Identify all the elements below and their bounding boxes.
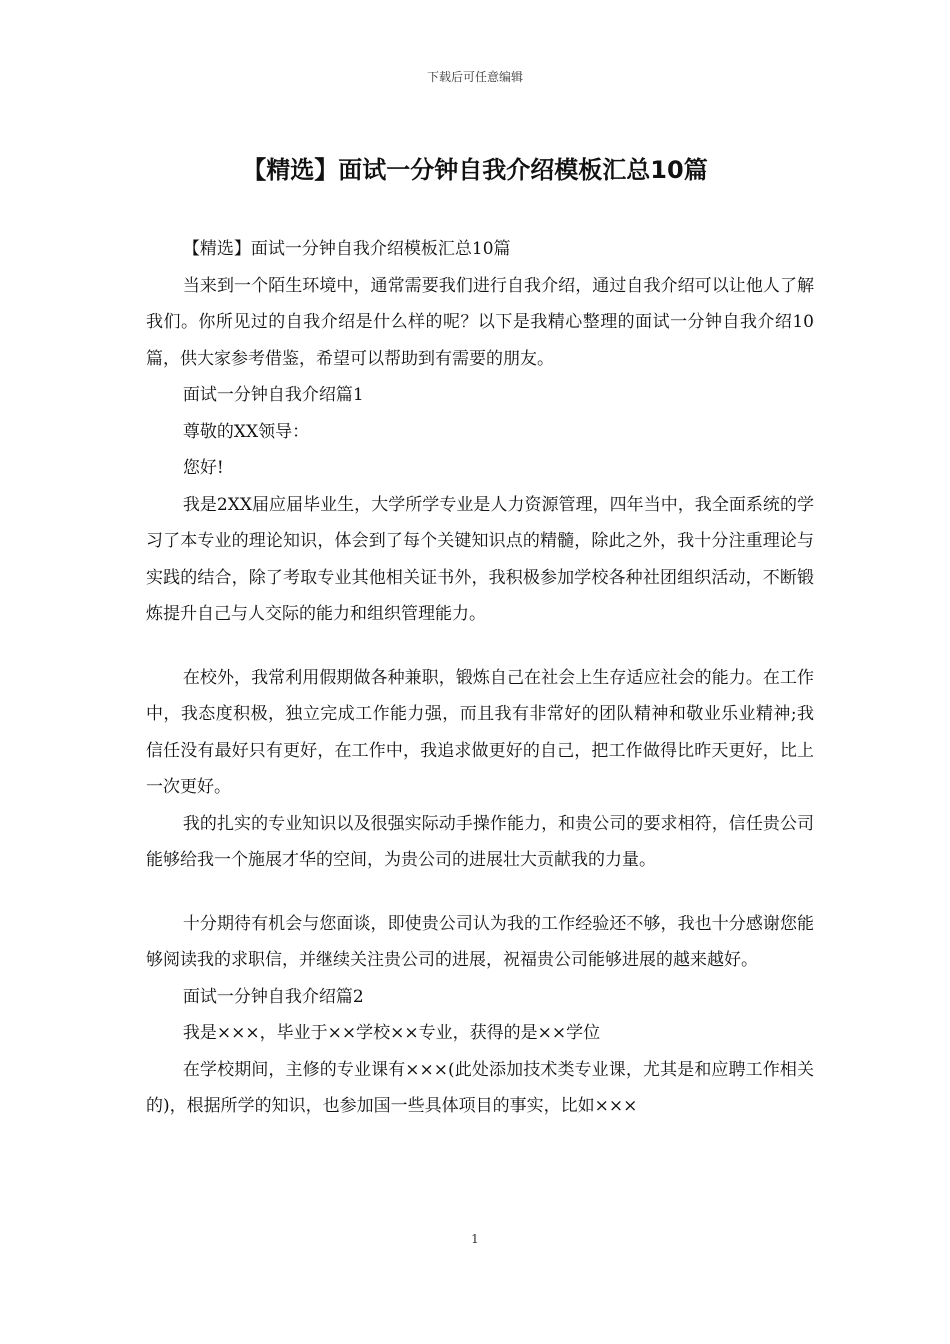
paragraph: 十分期待有机会与您面谈，即使贵公司认为我的工作经验还不够，我也十分感谢您能够阅读我的求职信，并继续关注贵公司的进展，祝福贵公司能够进展的越来越好。 <box>146 913 814 970</box>
section-heading: 面试一分钟自我介绍篇2 <box>182 986 364 1007</box>
paragraph: 【精选】面试一分钟自我介绍模板汇总10篇 <box>182 239 511 259</box>
paragraph: 尊敬的XX领导： <box>182 421 310 442</box>
header-note: 下载后可任意编辑 <box>426 70 523 84</box>
paragraph: 在学校期间，主修的专业课有×××(此处添加技术类专业课，尤其是和应聘工作相关的)，根据所学的知识，也参加国一些具体项目的事实，比如××× <box>146 1059 814 1116</box>
paragraph: 当来到一个陌生环境中，通常需要我们进行自我介绍，通过自我介绍可以让他人了解我们。你所见过的自我介绍是什么样的呢？以下是我精心整理的面试一分钟自我介绍10篇，供大家参考借鉴，希望可以帮助到有需要的朋友。 <box>146 275 814 369</box>
paragraph: 我的扎实的专业知识以及很强实际动手操作能力，和贵公司的要求相符，信任贵公司能够给我一个施展才华的空间，为贵公司的进展壮大贡献我的力量。 <box>146 813 814 870</box>
paragraph: 您好! <box>182 458 224 478</box>
page-number: 1 <box>471 1232 479 1246</box>
paragraph: 在校外，我常利用假期做各种兼职，锻炼自己在社会上生存适应社会的能力。在工作中，我态度积极，独立完成工作能力强，而且我有非常好的团队精神和敬业乐业精神;我信任没有最好只有更好，在工作中，我追求做更好的自己，把工作做得比昨天更好，比上一次更好。 <box>146 667 814 797</box>
document-title: 【精选】面试一分钟自我介绍模板汇总10篇 <box>242 156 708 184</box>
paragraph: 我是2XX届应届毕业生，大学所学专业是人力资源管理，四年当中，我全面系统的学习了本专业的理论知识，体会到了每个关键知识点的精髓，除此之外，我十分注重理论与实践的结合，除了考取专业其他相关证书外，我积极参加学校各种社团组织活动，不断锻炼提升自己与人交际的能力和组织管理能力。 <box>146 494 814 624</box>
document-body <box>146 231 814 1125</box>
paragraph: 我是×××，毕业于××学校××专业，获得的是××学位 <box>182 1023 601 1043</box>
section-heading: 面试一分钟自我介绍篇1 <box>182 385 364 405</box>
